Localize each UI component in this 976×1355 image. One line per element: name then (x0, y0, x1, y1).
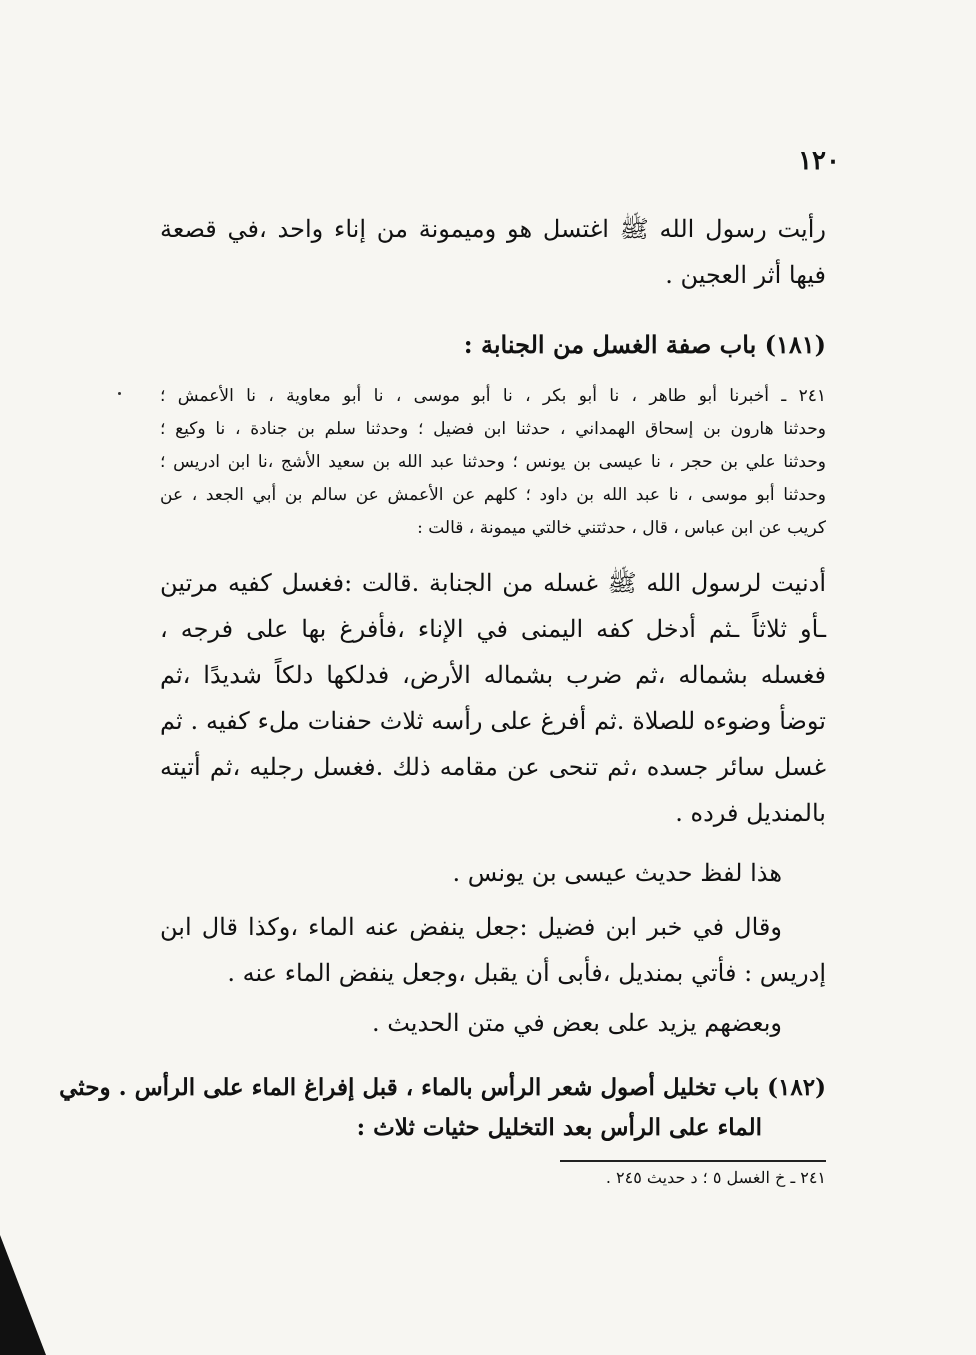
note-paragraph (160, 904, 826, 996)
matn-paragraph (160, 560, 826, 836)
text-line: إدريس : فأتي بمنديل ،فأبى أن يقبل ،وجعل ينفض الماء عنه . (227, 959, 826, 987)
text-line: وحدثنا أبو موسى ، نا عبد الله بن داود ؛ كلهم عن الأعمش عن سالم بن أبي الجعد ، عن (160, 485, 826, 505)
margin-dot (118, 392, 121, 395)
text-line: وحدثنا علي بن حجر ، نا عيسى بن يونس ؛ وحدثنا عبد الله بن سعيد الأشج ،نا ابن ادريس ؛ (160, 452, 826, 472)
heading-line: الماء على الرأس بعد التخليل حثيات ثلاث : (356, 1114, 762, 1141)
heading-line: (١٨٢) باب تخليل أصول شعر الرأس بالماء ، قبل إفراغ الماء على الرأس . وحثي (59, 1074, 826, 1101)
page-edge-shadow (0, 1235, 46, 1355)
text-line: أدنيت لرسول الله ﷺ غسله من الجنابة .قالت :فغسل كفيه مرتين (160, 569, 826, 597)
note-paragraph: وبعضهم يزيد على بعض في متن الحديث . (371, 1009, 782, 1037)
text-line: ٢٤١ ـ أخبرنا أبو طاهر ، نا أبو بكر ، نا أبو موسى ، نا أبو معاوية ، نا الأعمش ؛ (160, 386, 826, 406)
text-line: رأيت رسول الله ﷺ اغتسل هو وميمونة من إناء واحد ،في قصعة (160, 215, 826, 243)
text-line: بالمنديل فرده . (675, 799, 826, 827)
text-line: غسل سائر جسده ،ثم تنحى عن مقامه ذلك .فغسل رجليه ،ثم أتيته (160, 753, 826, 781)
isnad-paragraph (160, 380, 826, 545)
text-line: فيها أثر العجين . (665, 261, 826, 289)
page-number: ١٢٠ (798, 146, 840, 176)
note-paragraph: هذا لفظ حديث عيسى بن يونس . (452, 859, 782, 887)
text-line: توضأ وضوءه للصلاة .ثم أفرغ على رأسه ثلاث حفنات ملء كفيه . ثم (160, 707, 826, 735)
section-181-heading: (١٨١) باب صفة الغسل من الجنابة : (463, 330, 826, 359)
intro-paragraph (160, 206, 826, 298)
text-line: وحدثنا هارون بن إسحاق الهمداني ، حدثنا ابن فضيل ؛ وحدثنا سلم بن جنادة ، نا وكيع ؛ (160, 419, 826, 439)
section-182-heading (59, 1068, 826, 1148)
text-line: وقال في خبر ابن فضيل :جعل ينفض عنه الماء ،وكذا قال ابن (160, 913, 782, 941)
text-line: ـأو ثلاثاً ـثم أدخل كفه اليمنى في الإناء ،فأفرغ بها على فرجه ، (160, 615, 826, 643)
text-line: كريب عن ابن عباس ، قال ، حدثتني خالتي ميمونة ، قالت : (417, 518, 826, 538)
footnote: ٢٤١ ـ خ الغسل ٥ ؛ د حديث ٢٤٥ . (605, 1168, 826, 1187)
footnote-divider (560, 1160, 826, 1162)
text-line: فغسله بشماله ،ثم ضرب بشماله الأرض، فدلكها دلكاً شديدًا ،ثم (160, 661, 826, 689)
